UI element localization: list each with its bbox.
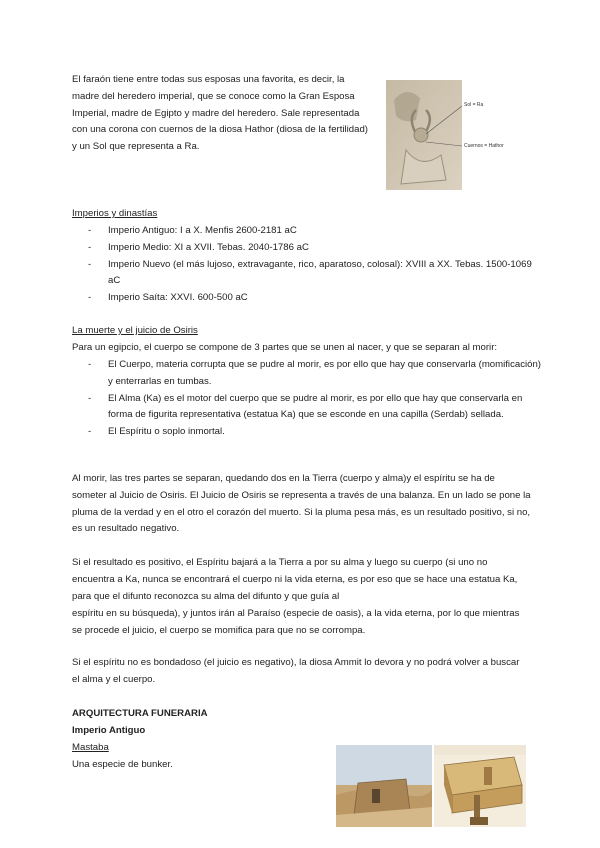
list-item: - Imperio Saíta: XXVI. 600-500 aC (72, 290, 532, 307)
juicio-paragraph-2b: espíritu en su búsqueda), y juntos irán al Paraíso (especie de oasis), a la vida eterna, por lo que mientras se procede el juicio, el cuerpo se momifica para que no se corrompa. (72, 608, 520, 636)
label-sol-ra: Sol = Ra (464, 102, 484, 108)
juicio-heading: La muerte y el juicio de Osiris (72, 325, 198, 336)
list-item: - Imperio Antiguo: I a X. Menfis 2600-2181 aC (72, 223, 532, 240)
imperios-heading: Imperios y dinastías (72, 208, 158, 219)
mastaba-photo (336, 745, 432, 827)
juicio-intro: Para un egipcio, el cuerpo se compone de 3 partes que se unen al nacer, y que se separan al morir: (72, 342, 498, 353)
mastaba-description: Una especie de bunker. (72, 759, 173, 770)
mastaba-photo-image (336, 745, 432, 827)
label-cuernos-hathor: Cuernos = Hathor (464, 143, 504, 149)
juicio-paragraph-1: Al morir, las tres partes se separan, quedando dos en la Tierra (cuerpo y alma)y el espíritu se ha de someter al Juicio de Osiris. El Juicio de Osiris se representa a través de una balanza. En un lado se pone la pluma de la verdad y en el otro el corazón del muerto. Si la pluma pesa más, es un resultado positivo, si no, es un resultado negativo. (72, 473, 531, 535)
juicio-list (72, 357, 542, 441)
mastaba-term: Mastaba (72, 742, 109, 753)
list-item: - Imperio Nuevo (el más lujoso, extravagante, rico, aparatoso, colosal): XVIII a XX. Tebas. 1500-1069 aC (72, 257, 532, 291)
mastaba-cutaway-image (434, 745, 526, 827)
hathor-relief-figure (386, 80, 532, 190)
imperio-antiguo-subheading: Imperio Antiguo (72, 725, 146, 736)
list-item: - El Espíritu o soplo inmortal. (72, 424, 542, 441)
hathor-relief-image (386, 80, 532, 190)
mastaba-cutaway-diagram (434, 745, 526, 827)
imperios-list (72, 223, 532, 307)
intro-paragraph: El faraón tiene entre todas sus esposas una favorita, es decir, la madre del heredero imperial, que se conoce como la Gran Esposa Imperial, madre de Egipto y madre del heredero. Sale representada con una corona con cuernos de la diosa Hathor (diosa de la fertilidad) y un Sol que representa a Ra. (72, 74, 368, 153)
list-item: - El Cuerpo, materia corrupta que se pudre al morir, es por ello que hay que conservarla (momificación) y enterrarlas en tumbas. (72, 357, 542, 391)
arquitectura-heading: ARQUITECTURA FUNERARIA (72, 708, 208, 719)
list-item: - Imperio Medio: XI a XVII. Tebas. 2040-1786 aC (72, 240, 532, 257)
list-item: - El Alma (Ka) es el motor del cuerpo que se pudre al morir, es por ello que hay que conservarla en forma de figurita representativa (estatua Ka) que se esconde en una capilla (Serdab) sellada. (72, 391, 542, 425)
juicio-paragraph-3: Si el espíritu no es bondadoso (el juicio es negativo), la diosa Ammit lo devora y no podrá volver a buscar el alma y el cuerpo. (72, 657, 520, 685)
juicio-paragraph-2a: Si el resultado es positivo, el Espíritu bajará a la Tierra a por su alma y luego su cuerpo (si uno no encuentra a Ka, nunca se encontrará el cuerpo ni la vida eterna, es por eso que se hace una estatua Ka, para que el difunto reconozca su alma del difunto y que guía al (72, 557, 518, 602)
